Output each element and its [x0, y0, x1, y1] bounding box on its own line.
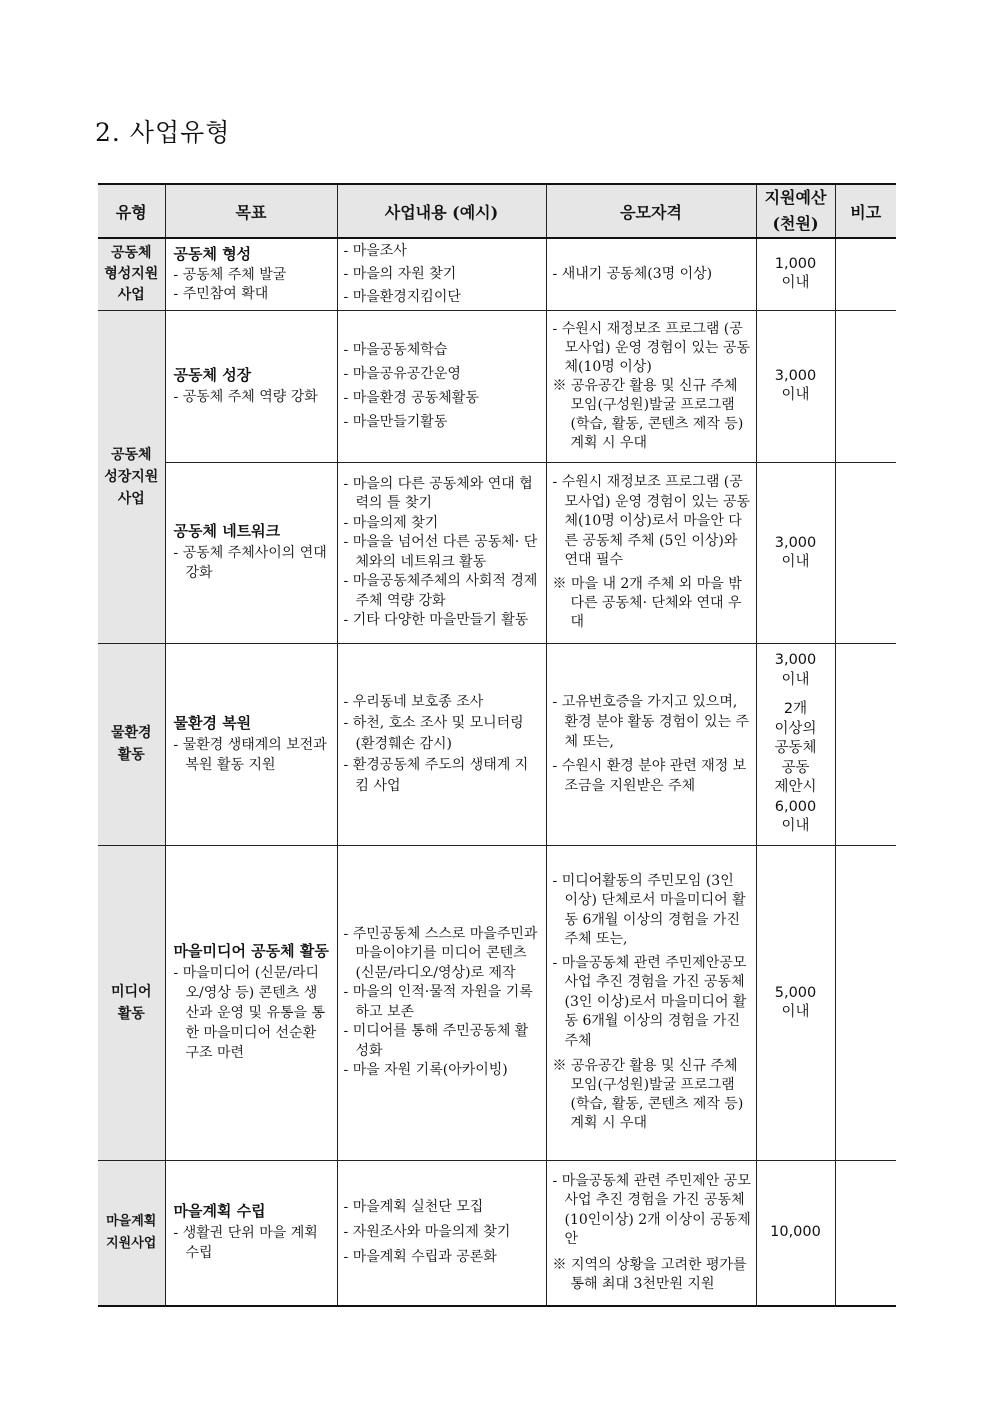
goal-title: 마을미디어 공동체 활동 — [173, 942, 329, 960]
content-item: - 하천, 호소 조사 및 모니터링(환경훼손 감시) — [344, 713, 542, 755]
content-item: - 마을환경 공동체활동 — [344, 386, 542, 410]
header-qualification: 응모자격 — [546, 184, 756, 238]
type-label: 사업 — [117, 490, 145, 507]
budget-text: 공동 — [781, 759, 810, 776]
goal-item: - 마을미디어 (신문/라디오/영상 등) 콘텐츠 생산과 운영 및 유통을 통한 마을미디어 선순환 구조 마련 — [174, 963, 331, 1063]
type-label: 성장지원 — [104, 468, 159, 485]
budget-unit: 이내 — [781, 1003, 810, 1020]
content-item: - 마을의 다른 공동체와 연대 협력의 틀 찾기 — [344, 475, 542, 514]
qualification-cell — [546, 845, 756, 1160]
remark-cell — [835, 1160, 896, 1306]
qualification-item: - 마을공동체 관련 주민제안 공모사업 추진 경험을 가진 공동체(10인이상) 2개 이상이 공동제안 — [553, 1172, 752, 1250]
goal-title: 공동체 형성 — [173, 244, 252, 263]
budget-unit: 이내 — [781, 275, 810, 292]
table-row — [98, 310, 896, 462]
type-cell — [98, 643, 165, 845]
budget-spacer — [757, 690, 835, 700]
type-label: 사업 — [117, 286, 145, 303]
content-item: - 마을의 자원 찾기 — [344, 263, 542, 286]
budget-unit: 이내 — [781, 387, 810, 403]
content-item: - 마을의제 찾기 — [344, 514, 542, 534]
remark-cell — [835, 643, 896, 845]
goal-cell — [165, 1160, 337, 1306]
goal-cell — [165, 238, 337, 310]
budget-amount: 3,000 — [774, 368, 817, 384]
qualification-item: - 마을공동체 관련 주민제안공모사업 추진 경험을 가진 공동체(3인 이상)로서 마을미디어 활동 6개월 이상의 경험을 가진 주체 — [553, 954, 752, 1052]
type-label: 미디어 — [110, 983, 152, 1000]
budget-text: 공동체 — [774, 740, 817, 757]
business-type-table — [98, 183, 896, 1307]
goal-title: 물환경 복원 — [173, 713, 252, 732]
table-row — [98, 1160, 896, 1306]
content-item: - 마을만들기활동 — [344, 410, 542, 434]
type-label: 공동체 — [110, 244, 152, 261]
goal-item: - 공동체 주체 발굴 — [174, 266, 331, 285]
goal-item: - 물환경 생태계의 보전과 복원 활동 지원 — [174, 735, 331, 775]
budget-unit: 이내 — [781, 671, 810, 688]
budget-text: 제안시 — [774, 779, 817, 796]
goal-item: - 주민참여 확대 — [174, 285, 331, 304]
header-content: 사업내용 (예시) — [337, 184, 546, 238]
qualification-item: - 수원시 재정보조 프로그램 (공모사업) 운영 경험이 있는 공동체(10명 이상)로서 마을안 다른 공동체 주체 (5인 이상)와 연대 필수 — [553, 473, 752, 571]
qualification-note: ※ 마을 내 2개 주체 외 마을 밖 다른 공동체· 단체와 연대 우대 — [553, 575, 752, 632]
qualification-cell — [546, 310, 756, 462]
content-item: - 마을계획 실천단 모집 — [344, 1195, 542, 1220]
budget-amount: 6,000 — [774, 798, 817, 815]
header-type: 유형 — [98, 184, 165, 238]
content-item: - 마을환경지킴이단 — [344, 286, 542, 309]
budget-cell — [756, 643, 835, 845]
type-label: 공동체 — [110, 446, 152, 463]
type-label: 형성지원 — [104, 265, 159, 282]
content-cell — [337, 845, 546, 1160]
table-row — [98, 462, 896, 643]
type-label: 활동 — [117, 1005, 145, 1022]
type-cell — [98, 1160, 165, 1306]
remark-cell — [835, 845, 896, 1160]
qualification-item: - 미디어활동의 주민모임 (3인 이상) 단체로서 마을미디어 활동 6개월 이상의 경험을 가진 주체 또는, — [553, 872, 752, 950]
remark-cell — [835, 462, 896, 643]
content-cell — [337, 643, 546, 845]
budget-unit: 이내 — [781, 553, 810, 570]
type-label: 마을계획 — [106, 1213, 157, 1229]
table-row — [98, 238, 896, 310]
type-cell — [98, 310, 165, 643]
content-item: - 마을을 넘어선 다른 공동체· 단체와의 네트워크 활동 — [344, 533, 542, 572]
remark-cell — [835, 310, 896, 462]
qualification-item: - 수원시 환경 분야 관련 재정 보조금을 지원받은 주체 — [553, 756, 752, 796]
budget-cell — [756, 310, 835, 462]
header-budget — [756, 184, 835, 238]
goal-cell — [165, 462, 337, 643]
goal-title: 마을계획 수립 — [173, 1202, 266, 1221]
page-title: 2. 사업유형 — [95, 118, 231, 147]
goal-cell — [165, 845, 337, 1160]
budget-text: 이상의 — [774, 720, 817, 737]
budget-amount: 10,000 — [770, 1224, 821, 1241]
goal-title: 공동체 성장 — [173, 365, 252, 384]
content-item: - 마을조사 — [344, 240, 542, 263]
qualification-cell — [546, 462, 756, 643]
budget-cell — [756, 462, 835, 643]
content-item: - 마을 자원 기록(아카이빙) — [344, 1061, 542, 1081]
type-cell — [98, 238, 165, 310]
content-item: - 주민공동체 스스로 마을주민과 마을이야기를 미디어 콘텐츠 (신문/라디오/영상)로 제작 — [344, 925, 542, 984]
content-item: - 미디어를 통해 주민공동체 활성화 — [344, 1022, 542, 1061]
qualification-cell — [546, 1160, 756, 1306]
qualification-cell — [546, 238, 756, 310]
type-label: 물환경 — [110, 725, 152, 741]
content-item: - 마을의 인적·물적 자원을 기록하고 보존 — [344, 983, 542, 1022]
qualification-item: - 새내기 공동체(3명 이상) — [553, 264, 752, 284]
budget-amount: 3,000 — [774, 652, 817, 669]
content-item: - 환경공동체 주도의 생태계 지킴 사업 — [344, 755, 542, 797]
goal-item: - 생활권 단위 마을 계획 수립 — [174, 1223, 331, 1263]
table-row — [98, 845, 896, 1160]
budget-cell — [756, 1160, 835, 1306]
budget-amount: 5,000 — [774, 984, 817, 1001]
qualification-item: - 수원시 재정보조 프로그램 (공모사업) 운영 경험이 있는 공동체(10명 이상) — [553, 320, 752, 377]
goal-item: - 공동체 주체사이의 연대 강화 — [174, 543, 331, 583]
content-item: - 우리동네 보호종 조사 — [344, 692, 542, 713]
qualification-item: - 고유번호증을 가지고 있으며, 환경 분야 활동 경험이 있는 주체 또는, — [553, 692, 752, 752]
header-budget-line2: (천원) — [772, 214, 819, 233]
budget-amount: 3,000 — [774, 534, 817, 551]
content-item: - 마을공동체학습 — [344, 338, 542, 362]
content-cell — [337, 310, 546, 462]
budget-unit: 이내 — [781, 818, 810, 835]
table-header-row — [98, 184, 896, 238]
header-note: 비고 — [835, 184, 896, 238]
remark-cell — [835, 238, 896, 310]
qualification-note: ※ 공유공간 활용 및 신규 주체 모임(구성원)발굴 프로그램(학습, 활동, 콘텐츠 제작 등) 계획 시 우대 — [553, 1057, 752, 1133]
budget-text: 2개 — [783, 701, 808, 718]
goal-cell — [165, 643, 337, 845]
content-cell — [337, 238, 546, 310]
table-row — [98, 643, 896, 845]
qualification-cell — [546, 643, 756, 845]
goal-cell — [165, 310, 337, 462]
budget-cell — [756, 238, 835, 310]
goal-title: 공동체 네트워크 — [173, 522, 281, 540]
type-cell — [98, 845, 165, 1160]
content-item: - 마을공동체주체의 사회적 경제주체 역량 강화 — [344, 572, 542, 611]
budget-cell — [756, 845, 835, 1160]
content-item: - 마을공유공간운영 — [344, 362, 542, 386]
content-cell — [337, 1160, 546, 1306]
content-item: - 자원조사와 마을의제 찾기 — [344, 1220, 542, 1245]
goal-item: - 공동체 주체 역량 강화 — [174, 387, 331, 407]
content-item: - 기타 다양한 마을만들기 활동 — [344, 611, 542, 631]
header-goal: 목표 — [165, 184, 337, 238]
qualification-note: ※ 공유공간 활용 및 신규 주체 모임(구성원)발굴 프로그램(학습, 활동, 콘텐츠 제작 등) 계획 시 우대 — [553, 377, 752, 453]
budget-amount: 1,000 — [774, 256, 817, 273]
content-item: - 마을계획 수립과 공론화 — [344, 1245, 542, 1270]
header-budget-line1: 지원예산 — [764, 188, 827, 207]
content-cell — [337, 462, 546, 643]
type-label: 지원사업 — [106, 1235, 157, 1251]
qualification-note: ※ 지역의 상황을 고려한 평가를 통해 최대 3천만원 지원 — [553, 1256, 752, 1294]
type-label: 활동 — [117, 747, 145, 763]
